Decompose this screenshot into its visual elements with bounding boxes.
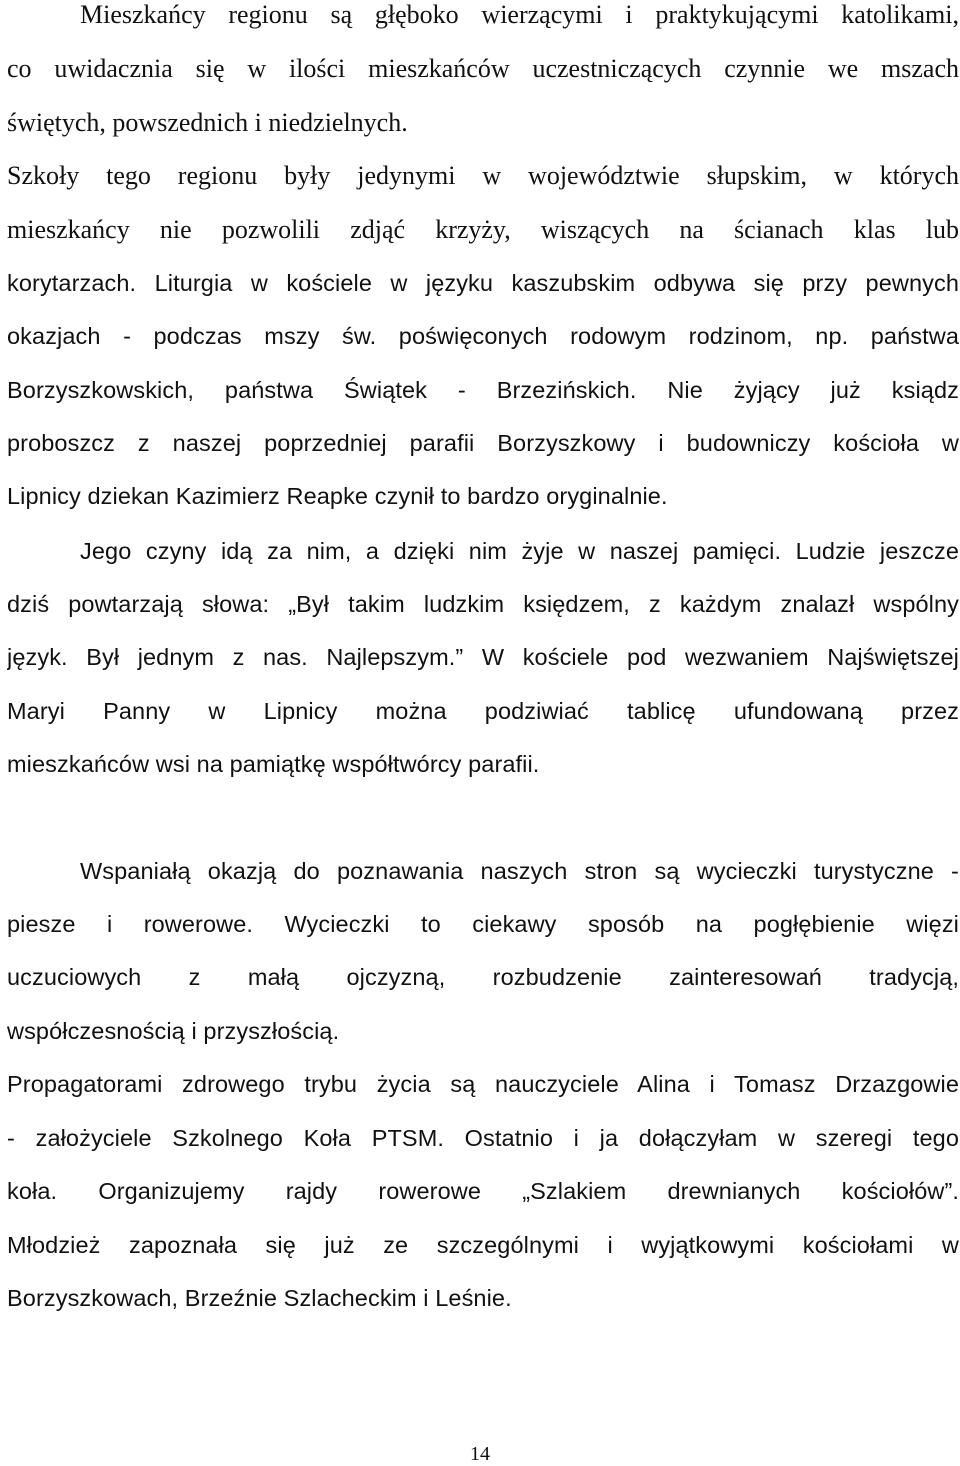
- page-number: 14: [470, 1443, 490, 1465]
- text-line: Jego czyny idą za nim, a dzięki nim żyje w naszej pamięci. Ludzie jeszcze: [80, 538, 959, 564]
- text-line: współczesnością i przyszłością.: [7, 1018, 340, 1044]
- text-line: koła. Organizujemy rajdy rowerowe „Szlakiem drewnianych kościołów”.: [7, 1178, 959, 1204]
- text-line: Mieszkańcy regionu są głęboko wierzącymi i praktykującymi katolikami,: [80, 0, 959, 29]
- text-line: świętych, powszednich i niedzielnych.: [7, 108, 408, 137]
- text-line: Propagatorami zdrowego trybu życia są nauczyciele Alina i Tomasz Drzazgowie: [7, 1071, 959, 1097]
- text-line: okazjach - podczas mszy św. poświęconych rodowym rodzinom, np. państwa: [7, 323, 959, 349]
- text-line: Młodzież zapoznała się już ze szczególnymi i wyjątkowymi kościołami w: [7, 1232, 959, 1258]
- text-line: - założyciele Szkolnego Koła PTSM. Ostatnio i ja dołączyłam w szeregi tego: [7, 1125, 959, 1151]
- text-line: mieszkańców wsi na pamiątkę współtwórcy parafii.: [7, 751, 540, 777]
- text-line: uczuciowych z małą ojczyzną, rozbudzenie zainteresowań tradycją,: [7, 964, 959, 990]
- text-line: Maryi Panny w Lipnicy można podziwiać tablicę ufundowaną przez: [7, 698, 959, 724]
- text-line: Lipnicy dziekan Kazimierz Reapke czynił to bardzo oryginalnie.: [7, 483, 668, 509]
- text-line: język. Był jednym z nas. Najlepszym.” W kościele pod wezwaniem Najświętszej: [7, 644, 959, 670]
- text-line: Wspaniałą okazją do poznawania naszych stron są wycieczki turystyczne -: [80, 858, 959, 884]
- text-line: piesze i rowerowe. Wycieczki to ciekawy sposób na pogłębienie więzi: [7, 911, 959, 937]
- text-line: proboszcz z naszej poprzedniej parafii Borzyszkowy i budowniczy kościoła w: [7, 430, 959, 456]
- text-line: Borzyszkowskich, państwa Świątek - Brzezińskich. Nie żyjący już ksiądz: [7, 377, 959, 403]
- text-line: dziś powtarzają słowa: „Był takim ludzkim księdzem, z każdym znalazł wspólny: [7, 591, 959, 617]
- text-line: Szkoły tego regionu były jedynymi w województwie słupskim, w których: [7, 161, 959, 190]
- text-line: co uwidacznia się w ilości mieszkańców uczestniczących czynnie we mszach: [7, 54, 959, 83]
- text-line: mieszkańcy nie pozwolili zdjąć krzyży, wiszących na ścianach klas lub: [7, 215, 959, 244]
- text-line: korytarzach. Liturgia w kościele w języku kaszubskim odbywa się przy pewnych: [7, 270, 959, 296]
- text-line: Borzyszkowach, Brzeźnie Szlacheckim i Leśnie.: [7, 1285, 512, 1311]
